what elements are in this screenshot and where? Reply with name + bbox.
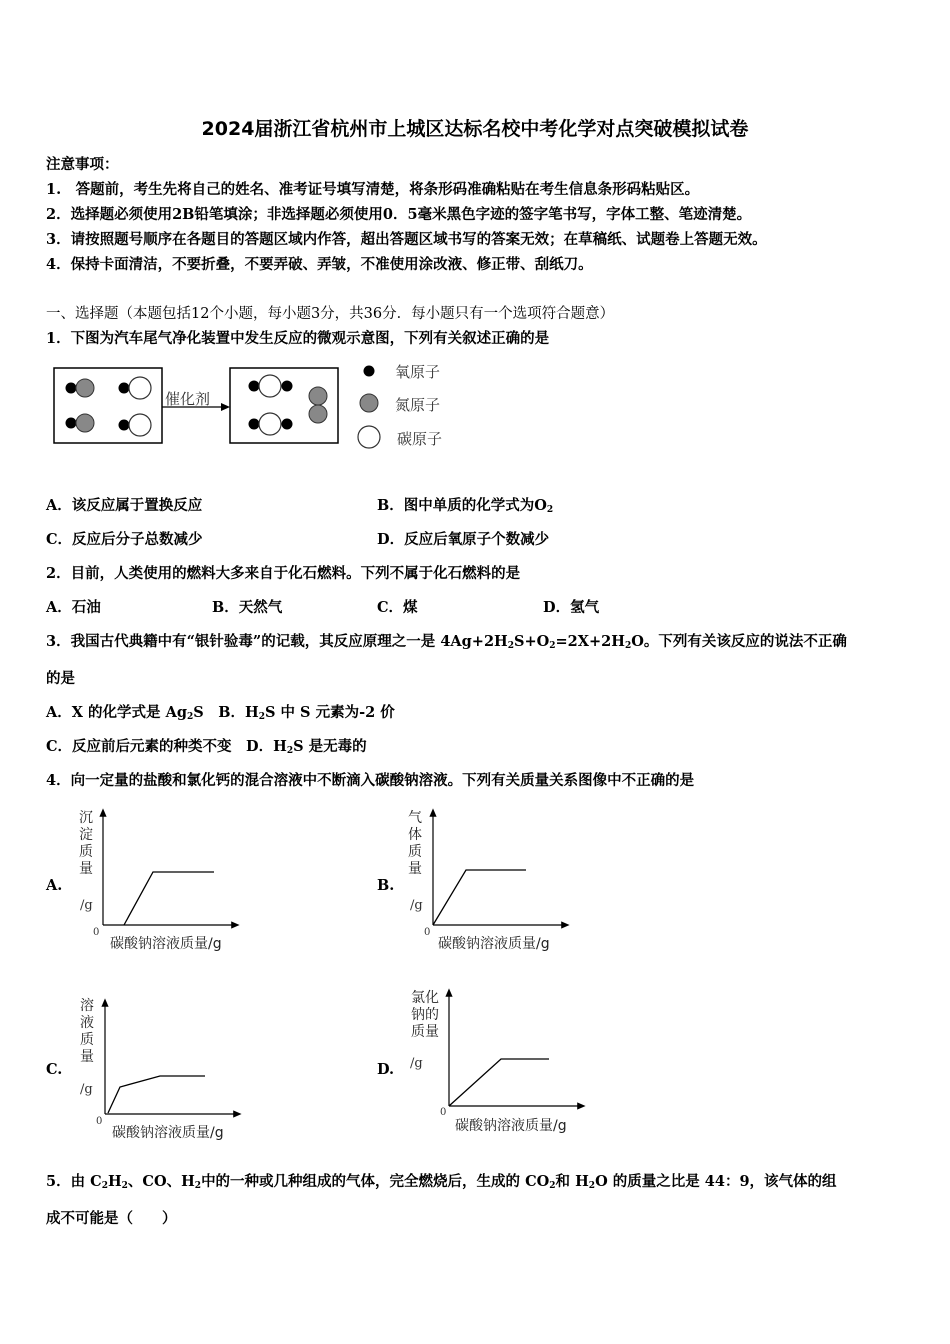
graph-a-y-unit: /g (80, 898, 93, 913)
q5-stem: 5．由 $C_2H_2$、CO、$H_2$中的一种或几种组成的气体，完全燃烧后，生成的 $CO_2$和 $H_2O$ 的质量之比是 44：9，该气体的组 (46, 1173, 837, 1191)
q3-option-ab: A．X 的化学式是 $Ag_2S$ B．$H_2S$ 中 S 元素为-2 价 (46, 704, 395, 722)
graph-a-x-label: 碳酸钠溶液质量/g (110, 936, 222, 952)
notice-item-3: 3．请按照题号顺序在各题目的答题区域内作答，超出答题区域书写的答案无效；在草稿纸、试题卷上答题无效。 (46, 231, 767, 248)
graph-d-y-unit: /g (410, 1056, 423, 1071)
q3-option-cd: C．反应前后元素的种类不变 D．$H_2S$ 是无毒的 (46, 738, 367, 756)
graph-a-origin: 0 (93, 927, 100, 938)
graph-b-line (433, 870, 526, 925)
q1-option-c: C．反应后分子总数减少 (46, 531, 203, 548)
graph-d-y-label: 氯化钠的质量 (411, 990, 439, 1040)
q2-option-a: A．石油 (46, 599, 101, 616)
q3-stem-line2: 的是 (46, 670, 75, 687)
graph-b-x-label: 碳酸钠溶液质量/g (438, 936, 550, 952)
q2-option-c: C．煤 (377, 599, 418, 616)
graph-b-y-label: 气体质量 (408, 810, 422, 877)
notice-item-2: 2．选择题必须使用2B铅笔填涂；非选择题必须使用0．5毫米黑色字迹的签字笔书写，字体工整、笔迹清楚。 (46, 206, 752, 223)
graph-c-y-unit: /g (80, 1082, 93, 1097)
legend-nitrogen-label: 氮原子 (395, 396, 441, 414)
q1-stem: 1．下图为汽车尾气净化装置中发生反应的微观示意图，下列有关叙述正确的是 (46, 330, 550, 347)
graph-b-letter: B. (377, 877, 395, 894)
legend-carbon-label: 碳原子 (397, 430, 443, 448)
graph-c-y-label: 溶液质量 (80, 998, 94, 1065)
q3-stem: 3．我国古代典籍中有“银针验毒”的记载，其反应原理之一是 $4Ag+2H_2S+O_2=2X+2H_2O$。下列有关该反应的说法不正确 (46, 633, 847, 651)
graph-c-line (108, 1076, 205, 1113)
graph-a-line (124, 872, 214, 925)
q1-option-a: A．该反应属于置换反应 (46, 497, 203, 514)
graph-d-x-label: 碳酸钠溶液质量/g (455, 1118, 567, 1134)
graph-a-letter: A. (46, 877, 63, 894)
catalyst-label: 催化剂 (165, 390, 211, 408)
graph-c-x-label: 碳酸钠溶液质量/g (112, 1125, 224, 1141)
q2-option-d: D．氢气 (543, 599, 600, 616)
q1-option-b: B．图中单质的化学式为$O_2$ (377, 497, 554, 515)
graph-b-origin: 0 (424, 927, 431, 938)
graph-a-y-label: 沉淀质量 (79, 810, 93, 877)
notice-heading: 注意事项： (46, 156, 119, 173)
q2-stem: 2．目前，人类使用的燃料大多来自于化石燃料。下列不属于化石燃料的是 (46, 565, 521, 582)
q2-option-b: B．天然气 (212, 599, 283, 616)
notice-item-4: 4．保持卡面清洁，不要折叠，不要弄破、弄皱，不准使用涂改液、修正带、刮纸刀。 (46, 256, 593, 273)
q4-stem: 4．向一定量的盐酸和氯化钙的混合溶液中不断滴入碳酸钠溶液。下列有关质量关系图像中不正确的是 (46, 772, 695, 789)
graph-d-letter: D. (377, 1061, 395, 1078)
section-heading: 一、选择题（本题包括12个小题，每小题3分，共36分．每小题只有一个选项符合题意） (46, 306, 615, 322)
q1-option-d: D．反应后氧原子个数减少 (377, 531, 550, 548)
graph-c-origin: 0 (96, 1116, 103, 1127)
graph-d-origin: 0 (440, 1107, 447, 1118)
graph-d-line (449, 1059, 549, 1106)
graph-b-y-unit: /g (410, 898, 423, 913)
page-title: 2024届浙江省杭州市上城区达标名校中考化学对点突破模拟试卷 (201, 118, 749, 140)
q5-stem-line2: 成不可能是（ ） (46, 1210, 177, 1227)
legend-oxygen-label: 氧原子 (395, 363, 441, 381)
graph-c-letter: C. (46, 1061, 63, 1078)
notice-item-1: 1. 答题前，考生先将自己的姓名、准考证号填写清楚，将条形码准确粘贴在考生信息条形码粘贴区。 (46, 181, 700, 198)
